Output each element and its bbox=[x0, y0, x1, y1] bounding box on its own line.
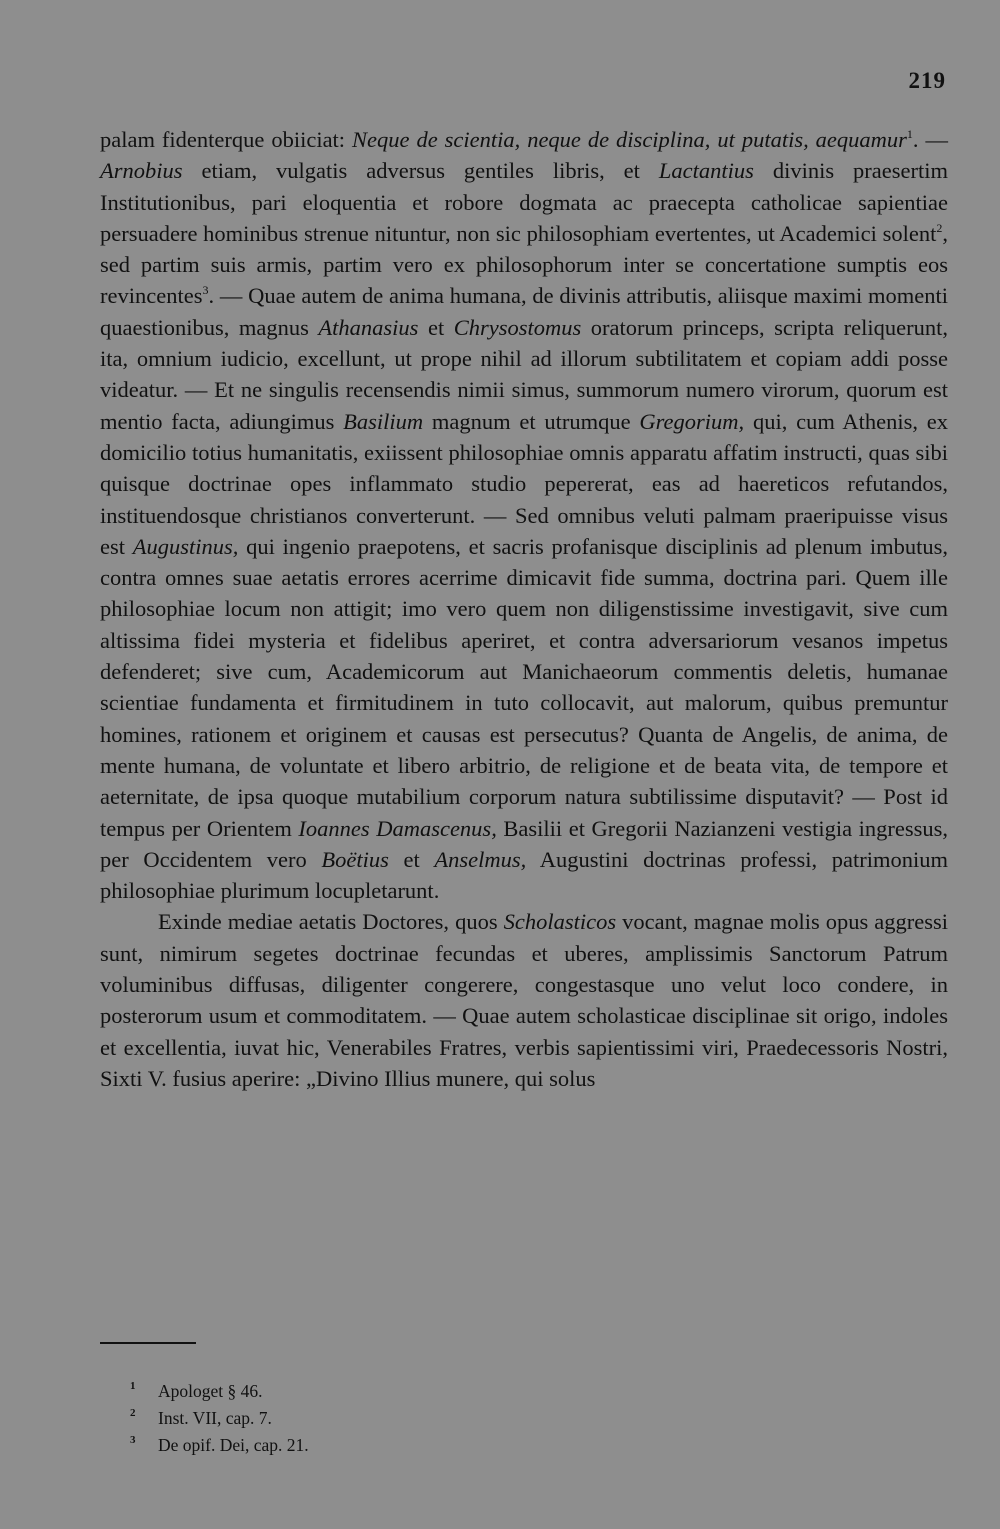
italic-text: Anselmus, bbox=[434, 846, 527, 872]
italic-text: Basilium bbox=[343, 408, 424, 434]
footnote bbox=[130, 1378, 309, 1405]
footnote-reference: 2 bbox=[936, 220, 943, 235]
text-run: vocant, magnae molis opus aggressi sunt, nimirum segetes doctrinae fecundas et uberes, amplissimis Sanctorum Patrum voluminibus diffusas, diligenter congerere, congestasque uno velut loco condere, in posterorum usum et commoditatem. — Quae autem scholasticae disciplinae sit origo, indoles et excellentia, iuvat hic, Venerabiles Fratres, verbis sapientissimi viri, Praedecessoris Nostri, Sixti V. fusius aperire: „Divino Illius munere, qui solus bbox=[100, 909, 948, 1091]
footnote-divider bbox=[100, 1342, 196, 1344]
footnote-reference: 1 bbox=[906, 127, 913, 141]
text-run: Augustini doctrinas professi, patrimonium philosophiae plurimum locupletarunt. bbox=[100, 846, 948, 904]
footnote-number: 3 bbox=[130, 1434, 136, 1446]
text-run: . — Quae autem de anima humana, de divinis attributis, aliisque maximi momenti quaestionibus, magnus bbox=[100, 283, 948, 340]
footnote bbox=[130, 1432, 309, 1459]
page-number: 219 bbox=[908, 68, 946, 93]
footnote bbox=[130, 1405, 309, 1432]
footnote-reference: 3 bbox=[202, 283, 209, 298]
italic-text: Scholasticos bbox=[503, 909, 617, 935]
italic-text: Chrysostomus bbox=[453, 314, 582, 340]
italic-text: Gregorium, bbox=[639, 408, 745, 434]
footnote-text: Apologet § 46. bbox=[158, 1381, 263, 1401]
footnote-text: De opif. Dei, cap. 21. bbox=[158, 1435, 309, 1455]
italic-text: Augustinus, bbox=[132, 533, 239, 559]
text-run: et bbox=[418, 314, 454, 340]
text-run: palam fidenterque obiiciat: bbox=[100, 127, 353, 152]
text-run: . — bbox=[912, 127, 948, 152]
text-run: divinis praesertim Institutionibus, pari eloquentia et robore dogmata ac praecepta catholicae sapientiae persuadere hominibus strenue nituntur, non sic philosophiam evertentes, ut Academici solent bbox=[100, 158, 948, 246]
italic-text: Athanasius bbox=[318, 314, 419, 340]
text-run: Exinde mediae aetatis Doctores, quos bbox=[158, 909, 504, 935]
italic-text: Neque de scientia, neque de disciplina, ut putatis, aequamur bbox=[352, 127, 907, 152]
body-text bbox=[100, 124, 948, 1094]
paragraph bbox=[100, 906, 948, 1094]
italic-text: Lactantius bbox=[658, 158, 754, 184]
text-run: Basilii et Gregorii Nazianzeni vestigia ingressus, per Occidentem vero bbox=[100, 815, 948, 872]
text-run: qui, cum Athenis, ex domicilio totius humanitatis, exiissent philosophiae omnis apparatu affatim instructi, quas sibi quisque doctrinae opes inflammato studio pepererat, eas ad haereticos refutandos, instituendosque christianos converterunt. — Sed omnibus veluti palmam praeripuisse visus est bbox=[100, 408, 948, 559]
text-run: etiam, vulgatis adversus gentiles libris, et bbox=[182, 158, 659, 184]
text-run: magnum et utrumque bbox=[423, 408, 640, 434]
text-run: , sed partim suis armis, partim vero ex philosophorum inter se concertatione sumptis eos revincentes bbox=[100, 220, 948, 309]
text-run: et bbox=[388, 846, 435, 872]
text-run: qui ingenio praepotens, et sacris profanisque disciplinis ad plenum imbutus, contra omnes suae aetatis errores acerrime dimicavit fide summa, doctrina pari. Quem ille philosophiae locum non attigit; imo vero quem non diligenstissime investigavit, sive cum altissima fidei mysteria et fidelibus aperiret, et contra adversariorum vesanos impetus defenderet; sive cum, Academicorum aut Manichaeorum commentis deletis, humanae scientiae fundamenta et firmitudinem in tuto collocavit, aut malorum, quibus premuntur homines, rationem et originem et causas est persecutus? Quanta de Angelis, de anima, de mente humana, de voluntate et libero arbitrio, de religione et de beata vita, de tempore et aeternitate, de ipsa quoque mutabilium corporum natura subtilissime disputavit? — Post id tempus per Orientem bbox=[100, 533, 949, 841]
italic-text: Arnobius bbox=[100, 158, 183, 184]
footnote-number: 2 bbox=[130, 1407, 136, 1419]
italic-text: Ioannes Damascenus, bbox=[298, 815, 497, 841]
footnote-number: 1 bbox=[130, 1380, 136, 1392]
footnotes bbox=[130, 1378, 309, 1459]
italic-text: Boëtius bbox=[321, 846, 389, 872]
footnote-text: Inst. VII, cap. 7. bbox=[158, 1408, 272, 1428]
paragraph bbox=[100, 124, 948, 906]
text-run: oratorum princeps, scripta reliquerunt, ita, omnium iudicio, excellunt, ut prope nihil ad illorum subtilitatem et copiam addi posse videatur. — Et ne singulis recensendis nimii simus, summorum numero virorum, quorum est mentio facta, adiungimus bbox=[100, 314, 949, 434]
